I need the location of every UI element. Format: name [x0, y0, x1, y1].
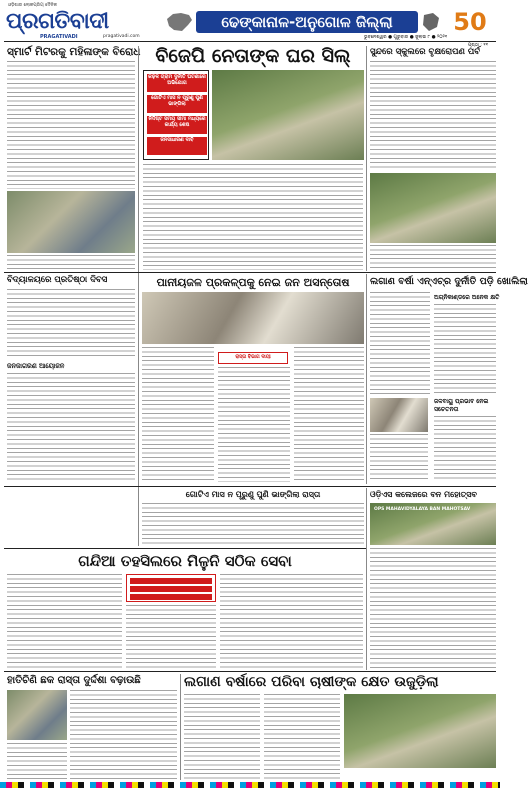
- headline-vegetable-farmers: ଲଗାଣ ବର୍ଷାରେ ପରିବା ଚାଷୀଙ୍କ କ୍ଷେତ ଉଜୁଡ଼ିଲା: [184, 674, 439, 690]
- callout-bar: [130, 594, 212, 600]
- article-body: [370, 61, 496, 171]
- article-body: [142, 503, 364, 545]
- callout-2: ଗୋଟିଏ ମାସ ନ ପୂରୁଣୁ ପୁଣି ଭାଙ୍ଗିଲା: [147, 95, 207, 113]
- headline-road-broken: ଗୋଟିଏ ମାସ ନ ପୂରୁଣୁ ପୁଣି ଭାଙ୍ଗିଲା ରାସ୍ତା: [185, 490, 321, 499]
- callout-3: ନିର୍ଦ୍ଦିଷ୍ଟ ସମୟ ସୀମା ମଧ୍ୟରେ କାର୍ଯ୍ୟ ଶେଷ: [147, 116, 207, 134]
- protest-photo: [7, 191, 135, 253]
- page-number: ପୃଷ୍ଠା : ୧୧: [468, 43, 489, 48]
- anniversary-number: 50: [453, 8, 487, 36]
- article-body: [142, 347, 214, 482]
- edition-title: ଢେଙ୍କାନାଳ-ଅନୁଗୋଳ ଜିଲ୍ଲା: [221, 13, 393, 31]
- article-body: [143, 164, 363, 270]
- callout-box: [143, 70, 209, 160]
- color-registration-strip: [0, 782, 500, 788]
- article-body: [370, 245, 496, 269]
- callout-4: ଜନସାଧାରଣ ଦାବି: [147, 137, 207, 155]
- headline-plantation: ସୁନ୍ଦରେ ସ୍କୁଲରେ ବୃକ୍ଷରୋପଣ ପର୍ବ: [370, 47, 481, 57]
- flooded-field-photo: [344, 694, 496, 768]
- road-photo: [370, 398, 428, 432]
- forest-festival-photo: [370, 503, 496, 545]
- edition-banner: [196, 11, 418, 33]
- headline-hatichini-road: ହାତିଚିଣି ଛକ ରାସ୍ତା ଦୁର୍ଦ୍ଦଶା ବଢ଼ାଉଛି: [7, 675, 141, 686]
- column-divider: [366, 46, 367, 271]
- headline-foundation-day: ବିଦ୍ୟାଳୟରେ ପ୍ରତିଷ୍ଠା ଦିବସ: [7, 275, 108, 285]
- article-body: [220, 574, 363, 668]
- masthead-rule: [4, 41, 496, 42]
- house-seal-photo: [212, 70, 364, 160]
- article-body: [370, 434, 428, 482]
- article-body: [370, 548, 496, 668]
- site-url: pragativadi.com: [103, 34, 140, 39]
- column-divider: [366, 274, 367, 484]
- article-body: [370, 292, 430, 396]
- headline-awareness: ଜନଜାଗରଣ ଆୟୋଜନ: [7, 362, 65, 370]
- plantation-photo: [370, 173, 496, 243]
- callout-bar: [130, 578, 212, 584]
- headline-fire: ଅଗ୍ନିକାଣ୍ଡରେ ଅନେକ କ୍ଷତି: [434, 294, 500, 301]
- article-body: [7, 61, 135, 189]
- headline-nh-corruption: ଲଗାଣ ବର୍ଷା ଏନ୍ଏଚ୍‌ର ଦୁର୍ନୀତି ପଡ଼ି ଖୋଲିଲା: [370, 276, 528, 287]
- logo-latin: PRAGATIVADI: [40, 34, 78, 40]
- headline-forest-festival: ଓଡ଼ିଏସ କଲେଜରେ ବନ ମହୋତ୍ସବ: [370, 490, 477, 499]
- callout-1: କଢ଼ଳ ଗ୍ରାମ ଦୁର୍ନୀତି ଘଟଣାରେ ଅଭିଯୋଗ: [147, 74, 207, 92]
- headline-water-project: ପାନୀୟଜଳ ପ୍ରକଳ୍ପକୁ ନେଇ ଜନ ଅସନ୍ତୋଷ: [156, 276, 350, 289]
- odisha-map-icon: [164, 11, 194, 33]
- masthead-logo: [6, 9, 156, 37]
- anniversary-badge: [447, 8, 493, 36]
- inline-callout-text: ରାସ୍ତା ବିଭାଗ ଦାୟୀ: [235, 355, 271, 360]
- article-body: [294, 347, 364, 482]
- meeting-photo: [142, 292, 364, 344]
- article-body: [126, 605, 216, 668]
- row-rule: [4, 272, 496, 273]
- article-body: [7, 255, 135, 269]
- headline-climate: ଜଳବାୟୁ ପ୍ରଭାବ ନେଇ ସଚେତନତା: [434, 398, 489, 413]
- column-divider: [180, 674, 181, 780]
- road-condition-photo: [7, 690, 67, 740]
- logo: ପ୍ରଗତିବାଦୀ: [6, 9, 109, 34]
- row-rule: [4, 486, 496, 487]
- row-rule: [4, 548, 366, 549]
- headline-tahasil: ଗନ୍ଦିଆ ତହସିଲରେ ମିଳୁନି ସଠିକ ସେବା: [78, 552, 292, 570]
- callout-bar: [130, 586, 212, 592]
- article-body: [70, 690, 177, 780]
- dateline: ଭୁବନେଶ୍ୱର ● ଗୁରୁବାର ● ଜୁଲାଇ ୮ ● ୨୦୨୧: [364, 35, 448, 40]
- article-body: [7, 373, 135, 481]
- headline-smart-meter: ସ୍ମାର୍ଟ ମିଟରକୁ ମହିଳାଙ୍କ ବିରୋଧ: [7, 46, 141, 58]
- tahasil-callout: [126, 574, 216, 602]
- column-divider: [138, 46, 139, 546]
- article-body: [434, 416, 496, 482]
- column-divider: [366, 488, 367, 670]
- slogan: ଓଡ଼ିଶାର ଲୋକପ୍ରିୟ ଦୈନିକ: [8, 3, 57, 8]
- inline-callout: [218, 352, 288, 364]
- article-body: [184, 694, 260, 780]
- article-body: [7, 574, 122, 668]
- article-body: [434, 304, 496, 396]
- row-rule: [4, 671, 496, 672]
- article-body: [7, 743, 67, 780]
- banner-text: OPS MAHAVIDYALAYA BAN MAHOTSAV: [374, 507, 471, 512]
- article-body: [7, 289, 135, 359]
- headline-bjp-seal: ବିଜେପି ନେତାଙ୍କ ଘର ସିଲ୍: [155, 45, 351, 67]
- district-map-icon: [421, 11, 441, 33]
- article-body: [264, 694, 340, 780]
- article-body: [218, 367, 290, 482]
